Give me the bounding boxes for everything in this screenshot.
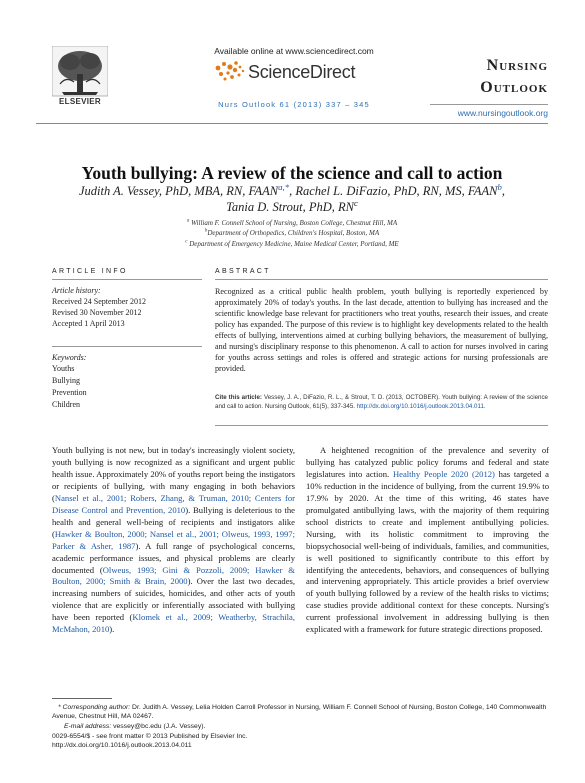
journal-name-line2: Outlook <box>480 79 548 96</box>
keyword-item: Bullying <box>52 376 81 385</box>
keywords-label: Keywords: <box>52 353 87 362</box>
body-text-run: ). A full range of psychological concerns, academic performance issues, and physical problems are clearly documented ( <box>52 540 295 575</box>
body-text-run: ). Over the last two decades, increasing numbers of suicides, homicides, and other acts of youth violence that are explicitly or inferentially associated with bullying have been reported ( <box>52 576 295 623</box>
keyword-item: Youths <box>52 364 75 373</box>
author-line-1 <box>22 181 562 199</box>
cite-label: Cite this article: <box>215 394 262 401</box>
citation-link[interactable]: Nansel et al., 2001; Robers, Zhang, & Truman, 2010; Centers for Disease Control and Prevention, 2010 <box>52 492 295 515</box>
abstract-text: Recognized as a critical public health problem, youth bullying is reportedly experienced by approximately 20% of today's youths. In the last decade, attention to bullying has increased and the scientific knowledge base relevant for practitioners who treat youths, research their issues, and create policy has expanded. The purpose of this review is to highlight key developments related to the health effects of bullying, interventions aimed at curbing bullying behaviors, the measurement of bullying, and nursing's disciplinary response to this phenomenon. A call to action for nurses involved in caring for youths across settings and roles is offered and strategic actions for nursing professionals are provided. <box>215 287 548 373</box>
article-info-divider <box>52 279 202 280</box>
journal-name <box>430 55 548 99</box>
corresponding-label: * Corresponding author: <box>58 704 131 711</box>
cite-this-article <box>215 394 548 411</box>
article-info-divider-2 <box>52 346 202 347</box>
author-strout-mark: c <box>354 197 358 208</box>
history-label: Article history: <box>52 286 101 295</box>
body-paragraph <box>306 445 549 636</box>
body-column-left <box>52 445 295 636</box>
corresponding-author-note <box>52 703 548 722</box>
abstract-bottom-divider <box>215 425 548 426</box>
article-info-heading: ARTICLE INFO <box>52 268 128 275</box>
journal-url-link[interactable]: www.nursingoutlook.org <box>457 108 548 118</box>
author-strout: Tania D. Strout, PhD, RN <box>226 200 355 214</box>
author-difazio: , Rachel L. DiFazio, PhD, RN, MS, FAAN <box>289 184 498 198</box>
author-difazio-mark[interactable]: b <box>497 181 502 192</box>
email-label: E-mail address: <box>64 723 112 730</box>
abstract-heading: ABSTRACT <box>215 268 271 275</box>
affiliation-mark: b <box>204 228 208 234</box>
affiliation-mark: c <box>185 239 188 245</box>
article-title: Youth bullying: A review of the science and call to action <box>81 163 503 183</box>
citation-link[interactable]: Healthy People 2020 (2012) <box>392 468 495 479</box>
journal-citation: Nurs Outlook 61 (2013) 337 – 345 <box>218 100 370 109</box>
revised-date: Revised 30 November 2012 <box>52 308 142 317</box>
journal-name-line1: Nursing <box>486 57 548 74</box>
author-line-1-end: , <box>501 184 506 198</box>
received-date: Received 24 September 2012 <box>52 297 146 306</box>
doi-link[interactable]: http://dx.doi.org/10.1016/j.outlook.2013.04.011 <box>52 742 192 749</box>
available-online-notice[interactable]: Available online at www.sciencedirect.com <box>214 46 374 56</box>
cite-doi-link[interactable]: http://dx.doi.org/10.1016/j.outlook.2013.04.011. <box>356 402 486 410</box>
affiliation-a <box>36 219 548 227</box>
body-text-run: A heightened recognition of the prevalence and severity of bullying has catalyzed public policy forums and federal and state legislatures into action. <box>306 445 549 479</box>
corresponding-text: Dr. Judith A. Vessey, Lelia Holden Carroll Professor in Nursing, William F. Connell School of Nursing, Boston College, 140 Commonwealth Avenue, Chestnut Hill, MA 02467. <box>52 704 547 721</box>
journal-name-divider <box>430 104 548 105</box>
body-column-right <box>306 445 549 636</box>
affiliation-mark: a <box>186 218 190 224</box>
author-line-2 <box>22 197 562 215</box>
author-vessey-marks[interactable]: a,* <box>278 181 290 192</box>
publisher-logo-caption: ELSEVIER <box>59 97 101 106</box>
citation-link[interactable]: Klomek et al., 2009; Weatherby, Strachila, McMahon, 2010 <box>52 612 295 635</box>
sciencedirect-brand[interactable]: ScienceDirect <box>248 62 356 82</box>
email-text[interactable]: vessey@bc.edu (J.A. Vessey). <box>111 723 206 730</box>
header-divider <box>36 123 548 124</box>
affiliation-b <box>36 229 548 237</box>
affiliation-text: William F. Connell School of Nursing, Boston College, Chestnut Hill, MA <box>191 219 398 227</box>
citation-link[interactable]: Hawker & Boulton, 2000; Nansel et al., 2001; Olweus, 1993, 1997; Parker & Asher, 1987 <box>52 528 295 551</box>
issn-note: 0029-6554/$ - see front matter © 2013 Published by Elsevier Inc. <box>52 733 248 740</box>
email-note <box>52 722 548 731</box>
keyword-item: Prevention <box>52 388 87 397</box>
affiliation-c <box>36 240 548 248</box>
body-text-run: Youth bullying is not new, but in today's increasingly violent society, youth bullying is now recognized as a significant and urgent public health issue. Approximately 20% of youths report being the instigators or recipients of bullying, with many engaging in both behaviors ( <box>52 445 295 503</box>
keyword-item: Children <box>52 400 80 409</box>
body-text-run: ). <box>109 624 115 635</box>
citation-link[interactable]: Olweus, 1993; Gini & Pozzoli, 2009; Hawker & Boulton, 2000; Smith & Brain, 2000 <box>52 564 295 587</box>
body-text-run: ). Bullying is deleterious to the health and general well-being of recipients and instigators alike ( <box>52 504 295 539</box>
author-vessey: Judith A. Vessey, PhD, MBA, RN, FAAN <box>78 184 279 198</box>
accepted-date: Accepted 1 April 2013 <box>52 319 125 328</box>
affiliation-text: Department of Emergency Medicine, Maine Medical Center, Portland, ME <box>189 240 399 248</box>
abstract-divider <box>215 279 548 280</box>
affiliation-text: Department of Orthopedics, Children's Hospital, Boston, MA <box>207 229 380 237</box>
body-paragraph <box>52 445 295 636</box>
body-text-run: has targeted a 10% reduction in the incidence of bullying, from the current 19.9% to 17.9% by 2020. At the time of this writing, 46 states have promulgated antibullying laws, with the majority of them requiring school districts to create and implement antibullying policies. Nursing, with its holistic commitment to improving the biopsychosocial well-being of individuals, families, and communities, is well positioned to significantly contribute to this effort by identifying the antecedents, behaviors, and consequences of bullying and intervening appropriately. This article provides a brief overview of youth bullying followed by a review of the health risks to victims; case studies provide additional context for these concepts. Nursing's current professional involvement in addressing bullying is then explicated with a framework for future strategic directions proposed. <box>306 468 549 635</box>
cite-text: Vessey, J. A., DiFazio, R. L., & Strout, T. D. (2013, OCTOBER). Youth bullying: A review of the science and call to action. Nursing Outlook, 61(5), 337-345. <box>215 394 548 410</box>
footnote-divider <box>52 698 112 699</box>
